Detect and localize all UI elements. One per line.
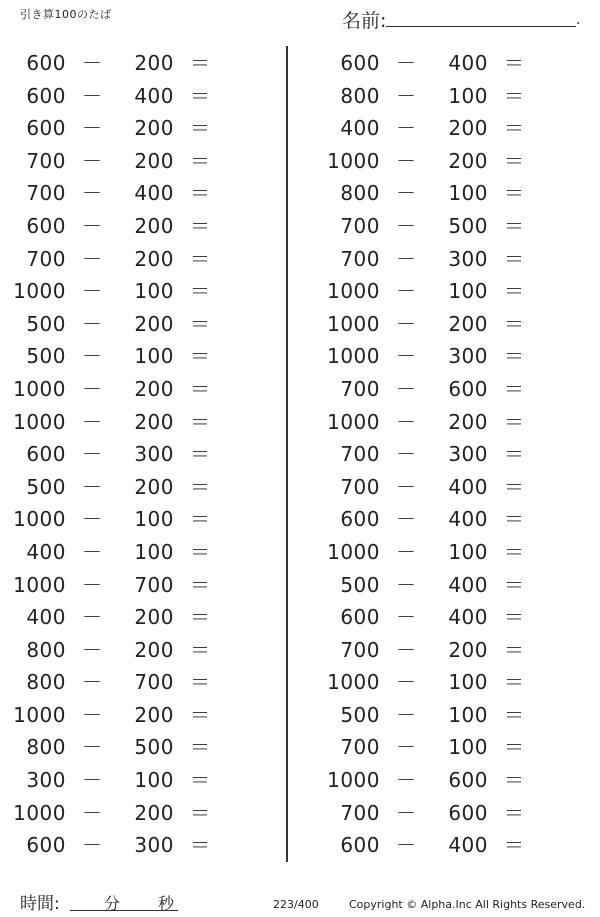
name-label: 名前: xyxy=(342,10,387,32)
minuend: 1000 xyxy=(327,311,380,336)
subtrahend: 100 xyxy=(448,539,488,564)
minus-sign: － xyxy=(82,148,103,173)
minus-sign: － xyxy=(82,442,103,467)
minus-sign: － xyxy=(396,213,417,238)
equals-sign: ＝ xyxy=(504,83,525,108)
minuend: 600 xyxy=(340,605,380,630)
minus-sign: － xyxy=(82,637,103,662)
equals-sign: ＝ xyxy=(190,148,211,173)
subtrahend: 200 xyxy=(134,637,174,662)
equals-sign: ＝ xyxy=(190,768,211,793)
minuend: 500 xyxy=(340,702,380,727)
minuend: 1000 xyxy=(327,409,380,434)
minuend: 700 xyxy=(340,735,380,760)
minus-sign: － xyxy=(396,181,417,206)
minuend: 600 xyxy=(26,213,66,238)
subtrahend: 200 xyxy=(134,246,174,271)
subtrahend: 100 xyxy=(134,768,174,793)
minus-sign: － xyxy=(82,213,103,238)
minus-sign: － xyxy=(396,246,417,271)
subtrahend: 100 xyxy=(448,735,488,760)
minus-sign: － xyxy=(396,800,417,825)
subtrahend: 400 xyxy=(448,507,488,532)
subtrahend: 200 xyxy=(448,148,488,173)
equals-sign: ＝ xyxy=(190,735,211,760)
minuend: 1000 xyxy=(13,409,66,434)
equals-sign: ＝ xyxy=(504,311,525,336)
subtrahend: 100 xyxy=(134,539,174,564)
minuend: 700 xyxy=(26,246,66,271)
equals-sign: ＝ xyxy=(504,605,525,630)
equals-sign: ＝ xyxy=(190,637,211,662)
minus-sign: － xyxy=(82,800,103,825)
equals-sign: ＝ xyxy=(190,474,211,499)
equals-sign: ＝ xyxy=(190,83,211,108)
minuend: 600 xyxy=(340,51,380,75)
minus-sign: － xyxy=(82,833,103,858)
subtrahend: 100 xyxy=(448,83,488,108)
minus-sign: － xyxy=(82,246,103,271)
equals-sign: ＝ xyxy=(504,181,525,206)
subtrahend: 500 xyxy=(448,213,488,238)
equals-sign: ＝ xyxy=(504,213,525,238)
subtrahend: 400 xyxy=(448,572,488,597)
subtrahend: 200 xyxy=(134,605,174,630)
equals-sign: ＝ xyxy=(190,442,211,467)
subtrahend: 200 xyxy=(134,702,174,727)
subtrahend: 100 xyxy=(134,507,174,532)
minuend: 1000 xyxy=(13,279,66,304)
equals-sign: ＝ xyxy=(190,800,211,825)
minuend: 800 xyxy=(26,670,66,695)
equals-sign: ＝ xyxy=(190,409,211,434)
subtrahend: 200 xyxy=(448,409,488,434)
equals-sign: ＝ xyxy=(504,637,525,662)
minus-sign: － xyxy=(82,116,103,141)
minuend: 800 xyxy=(340,181,380,206)
minuend: 700 xyxy=(26,148,66,173)
minus-sign: － xyxy=(396,605,417,630)
minus-sign: － xyxy=(396,735,417,760)
minus-sign: － xyxy=(396,702,417,727)
equals-sign: ＝ xyxy=(190,605,211,630)
minus-sign: － xyxy=(396,572,417,597)
equals-sign: ＝ xyxy=(504,833,525,858)
minuend: 1000 xyxy=(13,572,66,597)
minus-sign: － xyxy=(82,702,103,727)
minus-sign: － xyxy=(82,539,103,564)
minus-sign: － xyxy=(82,344,103,369)
minuend: 800 xyxy=(340,83,380,108)
minus-sign: － xyxy=(82,735,103,760)
minuend: 400 xyxy=(26,539,66,564)
equals-sign: ＝ xyxy=(504,51,525,75)
minus-sign: － xyxy=(396,116,417,141)
minuend: 600 xyxy=(340,833,380,858)
equals-sign: ＝ xyxy=(504,507,525,532)
subtrahend: 100 xyxy=(448,702,488,727)
minuend: 700 xyxy=(26,181,66,206)
equals-sign: ＝ xyxy=(190,279,211,304)
subtrahend: 400 xyxy=(448,605,488,630)
subtrahend: 600 xyxy=(448,768,488,793)
equals-sign: ＝ xyxy=(504,442,525,467)
equals-sign: ＝ xyxy=(190,702,211,727)
minus-sign: － xyxy=(82,51,103,75)
minus-sign: － xyxy=(82,279,103,304)
subtrahend: 300 xyxy=(134,833,174,858)
equals-sign: ＝ xyxy=(190,213,211,238)
subtrahend: 100 xyxy=(134,344,174,369)
minus-sign: － xyxy=(82,572,103,597)
minuend: 700 xyxy=(340,800,380,825)
minuend: 1000 xyxy=(327,768,380,793)
minuend: 600 xyxy=(340,507,380,532)
subtrahend: 200 xyxy=(448,311,488,336)
equals-sign: ＝ xyxy=(190,376,211,401)
minuend: 800 xyxy=(26,637,66,662)
subtrahend: 400 xyxy=(134,83,174,108)
equals-sign: ＝ xyxy=(504,246,525,271)
seconds-label: 秒 xyxy=(158,894,175,913)
minuend: 1000 xyxy=(13,800,66,825)
equals-sign: ＝ xyxy=(504,116,525,141)
minuend: 1000 xyxy=(327,344,380,369)
worksheet-title: 引き算100のたば xyxy=(20,8,112,21)
subtrahend: 200 xyxy=(134,474,174,499)
minus-sign: － xyxy=(82,181,103,206)
subtrahend: 200 xyxy=(448,637,488,662)
name-dot: . xyxy=(576,12,581,28)
minuend: 400 xyxy=(26,605,66,630)
subtrahend: 200 xyxy=(134,311,174,336)
subtrahend: 400 xyxy=(448,51,488,75)
subtrahend: 200 xyxy=(134,213,174,238)
minuend: 500 xyxy=(26,474,66,499)
minuend: 1000 xyxy=(327,670,380,695)
equals-sign: ＝ xyxy=(190,572,211,597)
subtrahend: 600 xyxy=(448,800,488,825)
equals-sign: ＝ xyxy=(190,246,211,271)
minuend: 700 xyxy=(340,213,380,238)
equals-sign: ＝ xyxy=(504,148,525,173)
minus-sign: － xyxy=(82,83,103,108)
equals-sign: ＝ xyxy=(504,670,525,695)
minus-sign: － xyxy=(82,409,103,434)
equals-sign: ＝ xyxy=(190,116,211,141)
minuend: 500 xyxy=(26,311,66,336)
equals-sign: ＝ xyxy=(504,279,525,304)
minuend: 300 xyxy=(26,768,66,793)
minuend: 600 xyxy=(26,51,66,75)
subtrahend: 100 xyxy=(134,279,174,304)
equals-sign: ＝ xyxy=(504,572,525,597)
subtrahend: 100 xyxy=(448,279,488,304)
minus-sign: － xyxy=(396,539,417,564)
minuend: 600 xyxy=(26,442,66,467)
subtrahend: 200 xyxy=(134,51,174,75)
name-underline xyxy=(386,26,576,27)
minuend: 700 xyxy=(340,637,380,662)
subtrahend: 100 xyxy=(448,670,488,695)
equals-sign: ＝ xyxy=(190,181,211,206)
minuend: 1000 xyxy=(13,376,66,401)
minus-sign: － xyxy=(396,474,417,499)
subtrahend: 600 xyxy=(448,376,488,401)
subtrahend: 300 xyxy=(448,344,488,369)
minus-sign: － xyxy=(82,474,103,499)
copyright-notice: Copyright © Alpha.Inc All Rights Reserved. xyxy=(349,898,586,911)
equals-sign: ＝ xyxy=(504,474,525,499)
equals-sign: ＝ xyxy=(190,833,211,858)
minus-sign: － xyxy=(396,51,417,75)
minuend: 700 xyxy=(340,442,380,467)
equals-sign: ＝ xyxy=(190,344,211,369)
minus-sign: － xyxy=(396,768,417,793)
minus-sign: － xyxy=(396,670,417,695)
minutes-label: 分 xyxy=(104,894,121,913)
minuend: 600 xyxy=(26,116,66,141)
equals-sign: ＝ xyxy=(190,670,211,695)
subtrahend: 200 xyxy=(448,116,488,141)
minus-sign: － xyxy=(396,637,417,662)
subtrahend: 700 xyxy=(134,572,174,597)
minuend: 600 xyxy=(26,83,66,108)
page-number: 223/400 xyxy=(273,898,319,911)
subtrahend: 100 xyxy=(448,181,488,206)
subtrahend: 200 xyxy=(134,376,174,401)
minuend: 700 xyxy=(340,376,380,401)
minus-sign: － xyxy=(396,83,417,108)
equals-sign: ＝ xyxy=(190,539,211,564)
time-label: 時間: xyxy=(20,894,60,914)
subtrahend: 400 xyxy=(448,833,488,858)
minus-sign: － xyxy=(396,376,417,401)
subtrahend: 300 xyxy=(448,246,488,271)
subtrahend: 300 xyxy=(448,442,488,467)
minuend: 1000 xyxy=(327,539,380,564)
equals-sign: ＝ xyxy=(504,768,525,793)
minuend: 500 xyxy=(26,344,66,369)
equals-sign: ＝ xyxy=(190,51,211,75)
minuend: 1000 xyxy=(13,507,66,532)
equals-sign: ＝ xyxy=(504,344,525,369)
minuend: 400 xyxy=(340,116,380,141)
minuend: 1000 xyxy=(327,279,380,304)
equals-sign: ＝ xyxy=(504,539,525,564)
column-divider xyxy=(286,46,288,862)
minus-sign: － xyxy=(82,507,103,532)
equals-sign: ＝ xyxy=(190,311,211,336)
minus-sign: － xyxy=(396,409,417,434)
minus-sign: － xyxy=(82,376,103,401)
subtrahend: 200 xyxy=(134,409,174,434)
equals-sign: ＝ xyxy=(504,735,525,760)
minuend: 700 xyxy=(340,246,380,271)
subtrahend: 700 xyxy=(134,670,174,695)
equals-sign: ＝ xyxy=(190,507,211,532)
subtrahend: 200 xyxy=(134,116,174,141)
minuend: 600 xyxy=(26,833,66,858)
equals-sign: ＝ xyxy=(504,702,525,727)
subtrahend: 400 xyxy=(134,181,174,206)
minuend: 1000 xyxy=(327,148,380,173)
minus-sign: － xyxy=(82,605,103,630)
minus-sign: － xyxy=(396,344,417,369)
minuend: 500 xyxy=(340,572,380,597)
equals-sign: ＝ xyxy=(504,800,525,825)
minus-sign: － xyxy=(82,768,103,793)
minuend: 1000 xyxy=(13,702,66,727)
minuend: 700 xyxy=(340,474,380,499)
subtrahend: 300 xyxy=(134,442,174,467)
minus-sign: － xyxy=(82,670,103,695)
equals-sign: ＝ xyxy=(504,409,525,434)
minus-sign: － xyxy=(396,507,417,532)
minus-sign: － xyxy=(396,311,417,336)
minus-sign: － xyxy=(82,311,103,336)
minus-sign: － xyxy=(396,442,417,467)
equals-sign: ＝ xyxy=(504,376,525,401)
minus-sign: － xyxy=(396,279,417,304)
subtrahend: 500 xyxy=(134,735,174,760)
minus-sign: － xyxy=(396,148,417,173)
subtrahend: 400 xyxy=(448,474,488,499)
minus-sign: － xyxy=(396,833,417,858)
minuend: 800 xyxy=(26,735,66,760)
subtrahend: 200 xyxy=(134,148,174,173)
subtrahend: 200 xyxy=(134,800,174,825)
